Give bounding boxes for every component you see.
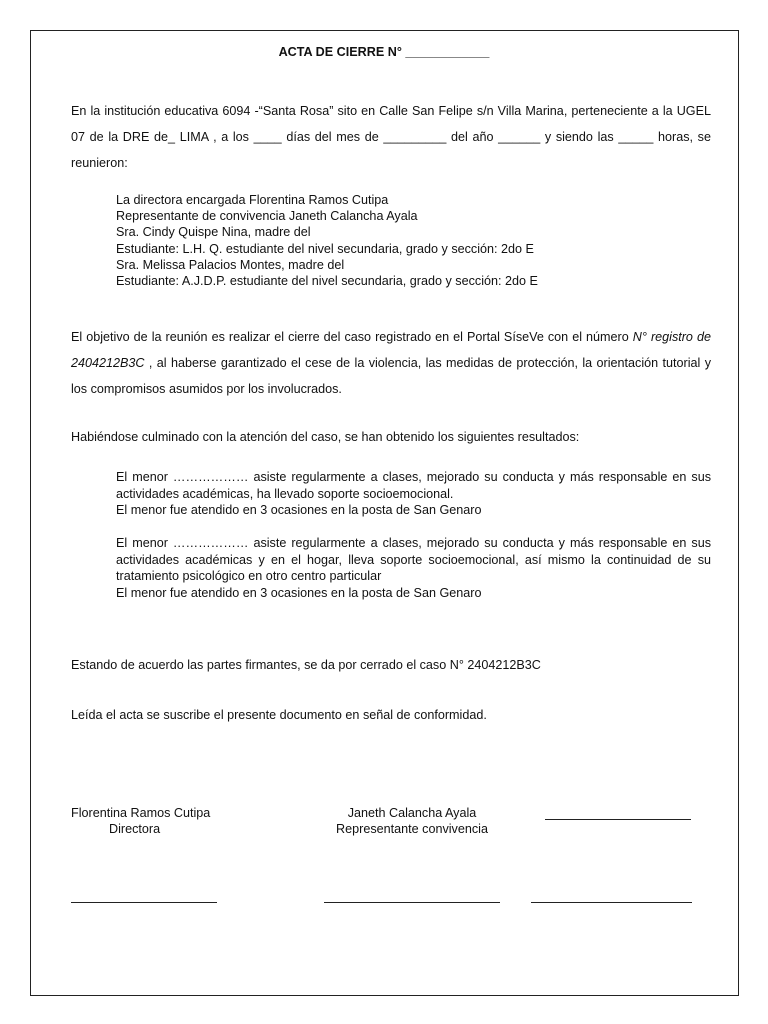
intro-paragraph xyxy=(71,98,711,176)
signature-line xyxy=(71,902,217,903)
signature-line xyxy=(531,902,692,903)
document-title: ACTA DE CIERRE N° ____________ xyxy=(278,45,490,59)
result-1-note: El menor fue atendido en 3 ocasiones en la posta de San Genaro xyxy=(116,503,482,517)
agreement-text: Estando de acuerdo las partes firmantes, se da por cerrado el caso N° 2404212B3C xyxy=(71,658,541,672)
attendee-item: Estudiante: A.J.D.P. estudiante del nivel secundaria, grado y sección: 2do E xyxy=(116,274,538,289)
result-block-2 xyxy=(116,535,711,601)
result-1-text: El menor ……………… asiste regularmente a clases, mejorado su conducta y más responsable en sus actividades académicas, ha llevado soporte socioemocional. xyxy=(116,470,711,501)
attendee-item: Sra. Melissa Palacios Montes, madre del xyxy=(116,257,345,272)
signature-rep-role: Representante convivencia xyxy=(336,822,488,836)
results-intro: Habiéndose culminado con la atención del caso, se han obtenido los siguientes resultados: xyxy=(71,430,580,444)
attendee-item: Sra. Cindy Quispe Nina, madre del xyxy=(116,225,311,240)
result-2-text: El menor ……………… asiste regularmente a clases, mejorado su conducta y más responsable en sus actividades académicas y en el hogar, lleva soporte socioemocional, así mismo la continuidad de su tratamiento psicológico en otro centro particular xyxy=(116,536,711,583)
result-2-note: El menor fue atendido en 3 ocasiones en la posta de San Genaro xyxy=(116,585,482,600)
signature-director-name: Florentina Ramos Cutipa xyxy=(71,806,211,820)
objective-text-before: El objetivo de la reunión es realizar el cierre del caso registrado en el Portal SíseVe con el número xyxy=(71,330,633,344)
attendee-item: La directora encargada Florentina Ramos Cutipa xyxy=(116,193,389,207)
signature-rep-name: Janeth Calancha Ayala xyxy=(347,806,477,820)
signature-line xyxy=(324,902,500,903)
intro-text: En la institución educativa 6094 -“Santa Rosa” sito en Calle San Felipe s/n Villa Marina, perteneciente a la UGEL 07 de la DRE de_ LIMA , a los ____ días del mes de _________ del año ______ y siendo las _____ horas, se reunieron: xyxy=(71,104,711,170)
attendees-list xyxy=(116,192,538,289)
conformity-text: Leída el acta se suscribe el presente documento en señal de conformidad. xyxy=(71,708,487,722)
objective-text-after: , al haberse garantizado el cese de la violencia, las medidas de protección, la orientación tutorial y los compromisos asumidos por los involucrados. xyxy=(71,356,711,396)
signature-director-role: Directora xyxy=(109,822,161,836)
objective-case-number: N° registro de 2404212B3C xyxy=(71,330,711,370)
objective-paragraph xyxy=(71,324,711,402)
attendee-item: Estudiante: L.H. Q. estudiante del nivel secundaria, grado y sección: 2do E xyxy=(116,241,534,256)
result-block-1 xyxy=(116,469,711,519)
signature-line xyxy=(545,819,691,820)
attendee-item: Representante de convivencia Janeth Calancha Ayala xyxy=(116,209,418,224)
